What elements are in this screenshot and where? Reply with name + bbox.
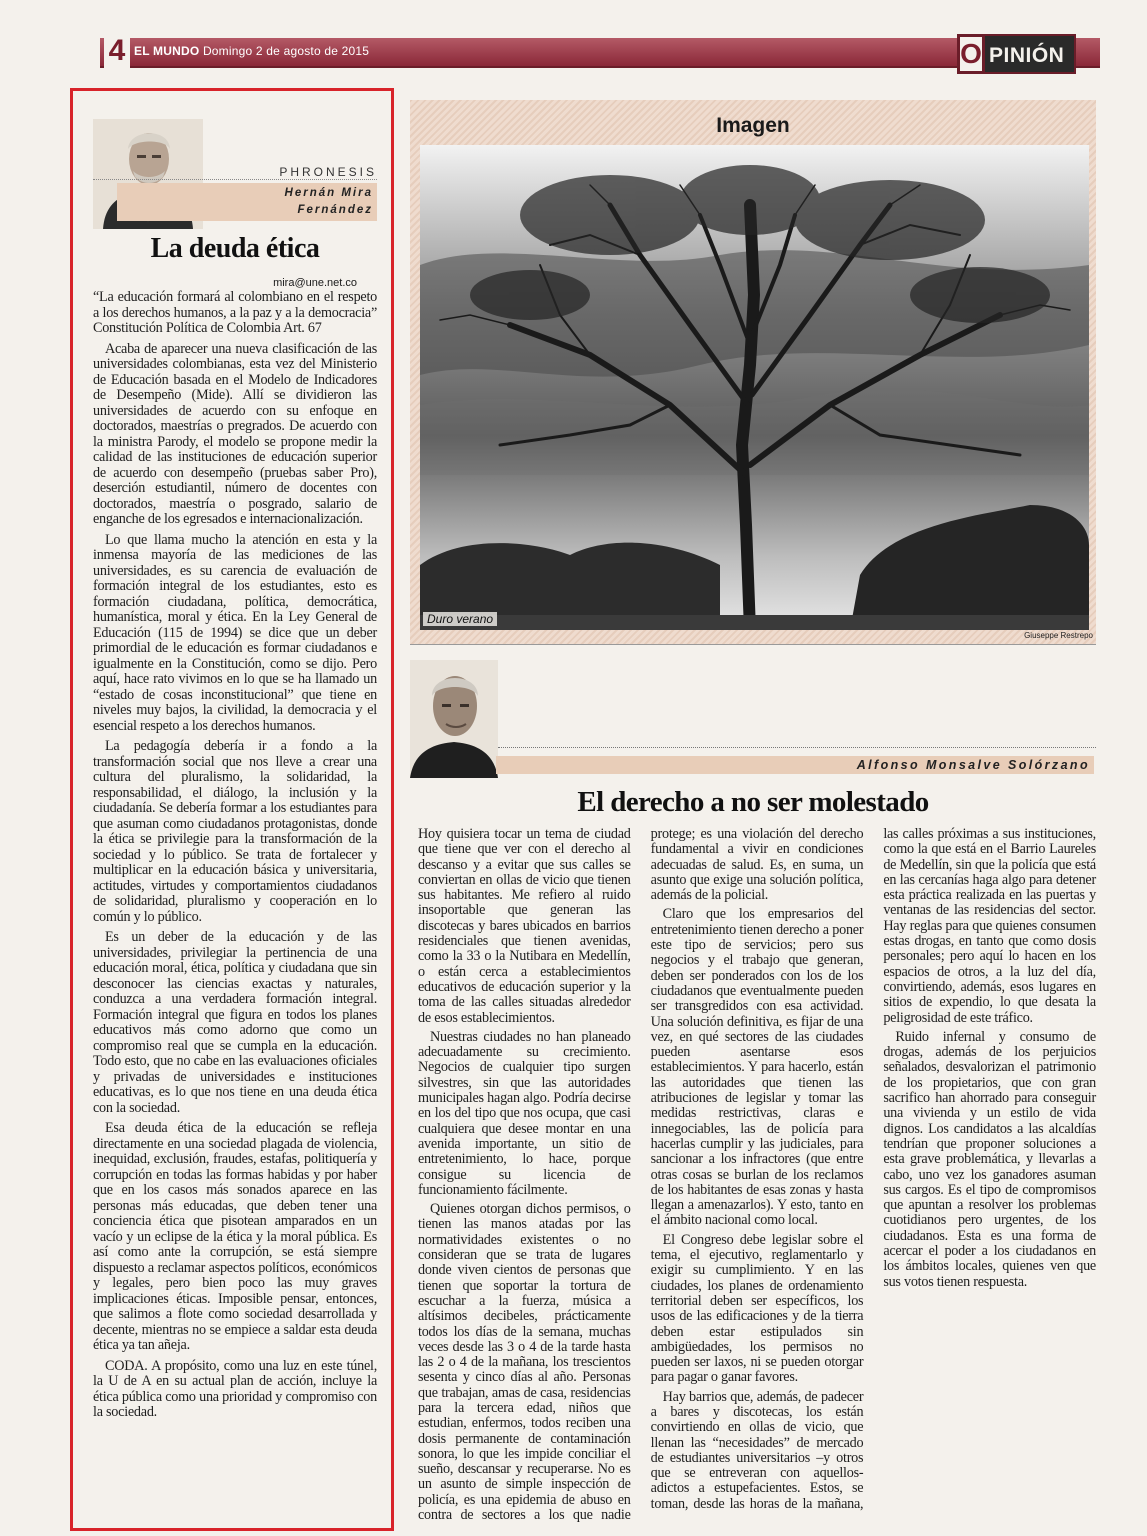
paragraph: CODA. A propósito, como una luz en este túnel, la U de A en su actual plan de acción, incluye la ética pública como una prioridad y compromiso con la sociedad. xyxy=(93,1357,377,1420)
paragraph: Quienes otorgan dichos permisos, o tienen las manos atadas por las normatividades existentes o no consideran que se trata de lugares donde viven cientos de personas que tienen que soportar la tortura de escuchar a la fuerza, música a altísimos decibeles, prácticamente todos los días de la semana, muchas veces desde las 3 o 4 de la tarde hasta las 2 o 4 de la mañana, los trescientos sesenta y cinco días al año. Personas que trabajan, amas de casa, residencias para la tercera edad, niños que estudian, enfermos, todos reciben una dosis permanente de contaminación sonora, lo que les impide conciliar el sueño, descansar y recuperarse. No es un asunto de simple inspección de policía, es una epidemia de abuso en contra de sectores a los que nadie protege; es una violación del derecho fundamental a vivir en condiciones adecuadas de salud. Es, en suma, un asunto que exige una solución política, además de la policial. xyxy=(418,826,864,1524)
paragraph: El Congreso debe legislar sobre el tema, el ejecutivo, reglamentarlo y exigir su cumplimiento. Y en las ciudades, los planes de ordenamiento territorial deben ser específicos, los usos de las edificaciones y de la tierra deben estar estipulados sin ambigüedades, los permisos no pueden ser laxos, ni se pueden otorgar para pagar o ganar favores. xyxy=(650,1231,864,1386)
article-body xyxy=(418,827,1096,1527)
article-title: El derecho a no ser molestado xyxy=(577,786,929,818)
author-photo xyxy=(410,660,498,778)
section-flag xyxy=(957,34,1076,74)
paragraph: Acaba de aparecer una nueva clasificación de las universidades colombianas, esta vez del Ministerio de Educación basada en el Modelo de Indicadores de Desempeño (Mide). Allí se dividieron las universidades de acuerdo con su enfoque en doctorados, maestrías o pregrados. De acuerdo con la ministra Parody, el modelo se propone medir la calidad de las instituciones de educación superior de acuerdo con desempeño (pruebas saber Pro), deserción estudiantil, número de docentes con doctorados, maestría o posgrado, salario de enganche de los egresados e internacionalización. xyxy=(93,340,377,527)
section-name: PINIÓN xyxy=(985,34,1076,74)
second-column-header xyxy=(410,660,1096,780)
paragraph: Esa deuda ética de la educación se refleja directamente en una sociedad plagada de violencia, inequidad, exclusión, fraudes, estafas, politiquería y corrupción en todas las formas habidas y por haber que en los casos más sonados aparece en las personas más educadas, que deben tener una conciencia ética que pisotean amparados en un vacío y un eclipse de la ética y la moral pública. Es así como ante la corrupción, se está siempre dispuesto a reclamar aspectos políticos, económicos y legales, pero bien poco las muy graves implicaciones éticas. Imposible pensar, entonces, que salimos a flote como sociedad desarrollada y decente, mientras no se empiece a saldar esta deuda ética ya tan añeja. xyxy=(93,1120,377,1353)
author-second-line: Fernández xyxy=(297,204,373,216)
paragraph: Hoy quisiera tocar un tema de ciudad que tiene que ver con el derecho al descanso y a evitar que sus calles se conviertan en ollas de vicio que tienen sus habitantes. Me refiero al ruido insoportable que generan las discotecas y bares ubicados en barrios residenciales que tienen avenidas, como la 33 o la Nutibara en Medellín, o están cerca a establecimientos educativos de educación superior y la toma de las calles situadas alrededor de esos establecimientos. xyxy=(418,826,631,1026)
article-title: La deuda ética xyxy=(150,233,320,264)
paragraph: Ruido infernal y consumo de drogas, además de los perjuicios señalados, desvalorizan el patrimonio de los propietarios, que con gran sacrifico han ahorrado para conseguir una vivienda y un estilo de vida dignos. Los candidatos a las alcaldías tendrían que proponer soluciones a esta grave problemática, y llevarlas a cabo, uno vez los ganadores asuman sus cargos. Es el tipo de compromisos que apuntan a resolver los problemas cuotidianos pero urgentes, de los ciudadanos. Esta es una forma de acercar el poder a los ciudadanos en los ámbitos locales, quienes ven que sus votos tienen respuesta. xyxy=(883,1028,1096,1290)
paragraph: “La educación formará al colombiano en el respeto a los derechos humanos, a la paz y a la democracia” Constitución Política de Colombia Art. 67 xyxy=(93,289,377,336)
article-body xyxy=(93,290,377,1421)
newspaper-name: EL MUNDO xyxy=(134,44,200,58)
section-initial: O xyxy=(957,34,985,74)
column-header xyxy=(93,97,377,225)
column-name: PHRONESIS xyxy=(279,165,377,179)
paragraph: Hay barrios que, además, de padecer a bares y discotecas, los están convirtiendo en ollas de vicio, que llenan las “necesidades” de mercado de estudiantes universitarios –y otros que se entreveran con aquellos- adictos a estupefacientes. Estos, se toman, desde las horas de la mañana, las calles próximas a sus instituciones, como la que está en el Barrio Laureles de Medellín, sin que la policía que está en las cercanías haga algo para detener esta práctica realizada en las puertas y ventanas de las residencias del sector. Hay reglas para que quienes consumen estas drogas, en tanto que como dosis personales; pero aquí lo hacen en los espacios de otros, a la luz del día, convirtiendo, además, esos lugares en sitios de expendio, lo que desata la peligrosidad de este tráfico. xyxy=(650,826,1096,1512)
photo-caption: Duro verano xyxy=(423,612,497,626)
paragraph: La pedagogía debería ir a fondo a la transformación social que nos lleve a crear una cultura del pluralismo, la solidaridad, la responsabilidad, el diálogo, la inclusión y la ciudadanía. Se debería formar a los estudiantes para que asuman como ciudadanos protagonistas, donde la ética se privilegie para la transformación de la sociedad y lo público. Se trata de fortalecer y multiplicar en la educación básica y universitaria, actitudes, virtudes y comportamientos ciudadanos de solidaridad, pluralismo y cooperación en lo común y lo público. xyxy=(93,738,377,925)
tree-photo xyxy=(420,145,1089,630)
header-divider xyxy=(498,747,1096,748)
author-byline: Alfonso Monsalve Solórzano xyxy=(496,756,1094,774)
author-first-line: Hernán Mira xyxy=(284,187,373,199)
photo-credit: Giuseppe Restrepo xyxy=(1024,631,1093,640)
phronesis-column xyxy=(70,88,394,1531)
image-section-title: Imagen xyxy=(716,114,790,137)
paragraph: Nuestras ciudades no han planeado adecuadamente su crecimiento. Negocios de cualquier tipo surgen silvestres, sin que las autoridades municipales hagan algo. Podría decirse en los del tipo que nos ocupa, que casi cualquiera que desee montar en una avenida importante, un sitio de entretenimiento, lo hace, porque consigue su licencia de funcionamiento fácilmente. xyxy=(418,1028,631,1198)
issue-date: Domingo 2 de agosto de 2015 xyxy=(202,44,370,58)
author-email: mira@une.net.co xyxy=(273,277,357,289)
author-byline xyxy=(117,183,377,221)
page-number: 4 xyxy=(104,32,130,70)
masthead-info xyxy=(134,44,369,58)
paragraph: Claro que los empresarios del entretenimiento tienen derecho a poner este tipo de servicios; pero sus negocios y el trabajo que generan, deben ser ponderados con los de los ciudadanos que eventualmente pueden ser transgredidos con esa actividad. Una solución definitiva, es fijar de una vez, en qué sectores de las ciudades pueden asentarse esos establecimientos. Y para hacerlo, están las autoridades que tienen las atribuciones de legislar y tomar las medidas restrictivas, claras e innegociables, las de policía para hacerlas cumplir y las judiciales, para sancionar a los infractores (que entre otras cosas se burlan de los reclamos de los habitantes de esas zonas y hasta llegan a amenazarlos). Y esto, tanto en el ámbito nacional como local. xyxy=(650,906,864,1229)
paragraph: Lo que llama mucho la atención en esta y la inmensa mayoría de las mediciones de las universidades, es su carencia de evaluación de formación integral de los estudiantes, esto es formación ciudadana, política, democrática, humanística, moral y ética. En la Ley General de Educación (115 de 1994) se dice que un deber primordial de le educación es formar ciudadanos e igualmente en la Constitución, como se dijo. Pero aquí, hace rato vivimos en lo que se ha llamado un “estado de cosas inconstitucional” que tiene en niveles muy bajos, la civilidad, la democracia y el esencial respeto a los derechos humanos. xyxy=(93,531,377,734)
header-divider xyxy=(93,179,377,180)
paragraph: Es un deber de la educación y de las universidades, privilegiar la pertinencia de una educación moral, ética, política y ciudadana que sin desconocer las ciencias exactas y naturales, conduzca a una verdadera formación integral. Formación integral que figura en todos los planes educativos más como adorno que como un compromiso real que se cumpla en la educación. Todo esto, que no cabe en las evaluaciones oficiales y privadas de universidades e instituciones educativas, es lo que nos tiene en una deuda ética con la sociedad. xyxy=(93,929,377,1116)
